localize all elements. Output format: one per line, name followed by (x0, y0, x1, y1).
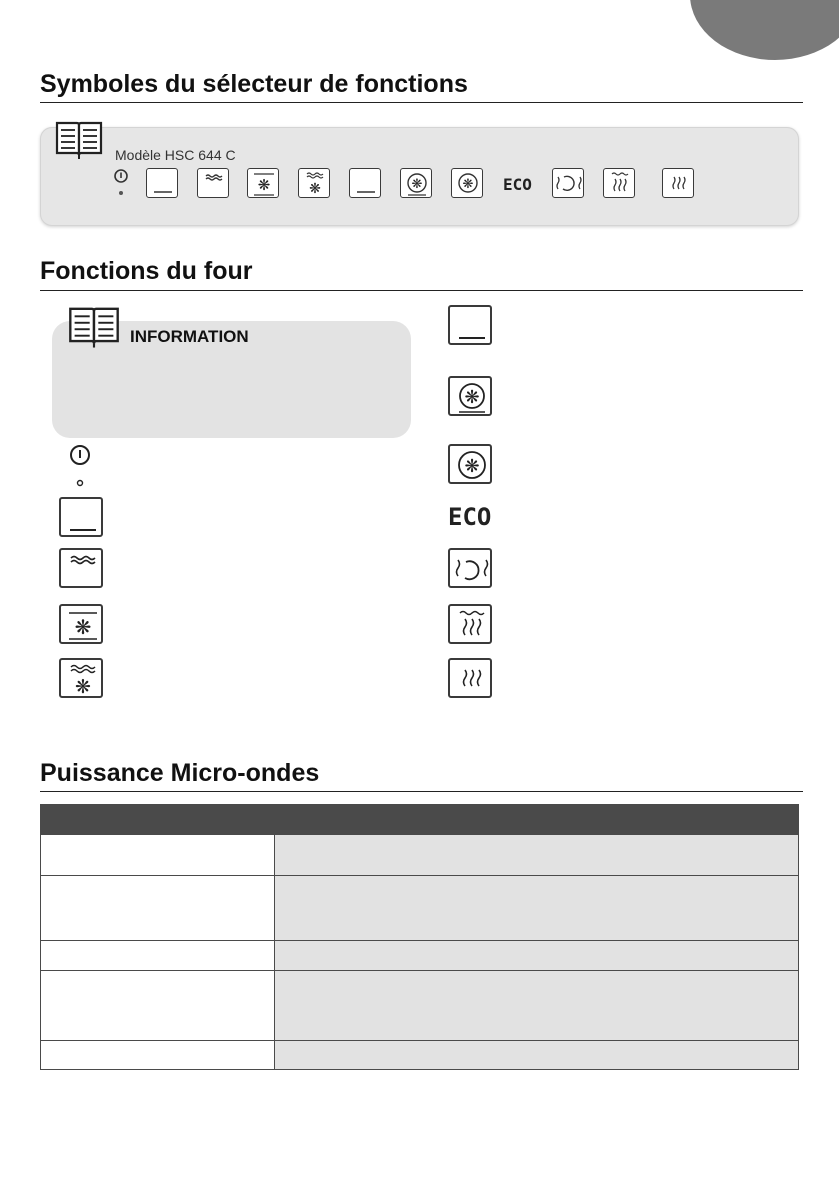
power-section-title: Puissance Micro-ondes (40, 759, 320, 787)
svg-text:❋: ❋ (411, 176, 423, 191)
grill-fan-icon-large (59, 658, 103, 698)
top-bottom-heat-icon (197, 168, 229, 198)
information-label: INFORMATION (130, 327, 249, 346)
table-cell (41, 876, 275, 941)
microwave-combi-icon (552, 168, 584, 198)
microwave-grill-icon (603, 168, 635, 198)
microwave-icon-large (448, 658, 492, 698)
section-rule (40, 290, 803, 291)
eco-label-large: ECO (448, 503, 492, 531)
table-cell (275, 1041, 799, 1070)
microwave-grill-icon-large (448, 604, 492, 644)
power-table (40, 804, 799, 1070)
table-cell (41, 971, 275, 1041)
table-cell (41, 1041, 275, 1070)
selector-section-title: Symboles du sélecteur de fonctions (40, 70, 468, 98)
microwave-icon (662, 168, 694, 198)
svg-text:❋: ❋ (462, 176, 474, 191)
table-row (41, 835, 799, 876)
header-cell (41, 805, 275, 835)
info-book-icon (66, 304, 122, 348)
table-cell (275, 971, 799, 1041)
table-cell (41, 835, 275, 876)
off-icon (113, 168, 129, 203)
eco-label: ECO (503, 175, 532, 194)
svg-text:❋: ❋ (464, 456, 480, 476)
svg-text:❋: ❋ (309, 180, 321, 196)
hot-air-fan-icon-large (448, 444, 492, 484)
svg-text:❋: ❋ (74, 617, 92, 639)
grill-fan-icon (298, 168, 330, 198)
table-row (41, 971, 799, 1041)
circulating-fan-icon-large (448, 376, 492, 416)
table-cell (275, 876, 799, 941)
table-row (41, 876, 799, 941)
table-header-row (41, 805, 799, 835)
functions-section-title: Fonctions du four (40, 257, 253, 285)
table-cell (41, 941, 275, 971)
circulating-fan-icon (400, 168, 432, 198)
bottom-heat-icon-large (59, 497, 103, 537)
fan-heat-icon-large (59, 604, 103, 644)
bottom-heat-icon-large-2 (448, 305, 492, 345)
table-row (41, 941, 799, 971)
bottom-heat-icon (146, 168, 178, 198)
svg-text:❋: ❋ (464, 387, 480, 407)
svg-text:❋: ❋ (75, 677, 91, 698)
table-cell (275, 835, 799, 876)
section-rule (40, 102, 803, 103)
hot-air-fan-icon (451, 168, 483, 198)
header-cell (275, 805, 799, 835)
table-cell (275, 941, 799, 971)
table-row (41, 1041, 799, 1070)
top-bottom-heat-icon-large (59, 548, 103, 588)
bottom-heat-icon-2 (349, 168, 381, 198)
microwave-combi-icon-large (448, 548, 492, 588)
fan-heat-icon (247, 168, 279, 198)
off-icon-large (68, 444, 92, 495)
page-corner-tab (690, 0, 839, 60)
book-icon (53, 119, 105, 159)
section-rule (40, 791, 803, 792)
svg-text:❋: ❋ (257, 177, 271, 194)
model-label: Modèle HSC 644 C (115, 147, 236, 163)
